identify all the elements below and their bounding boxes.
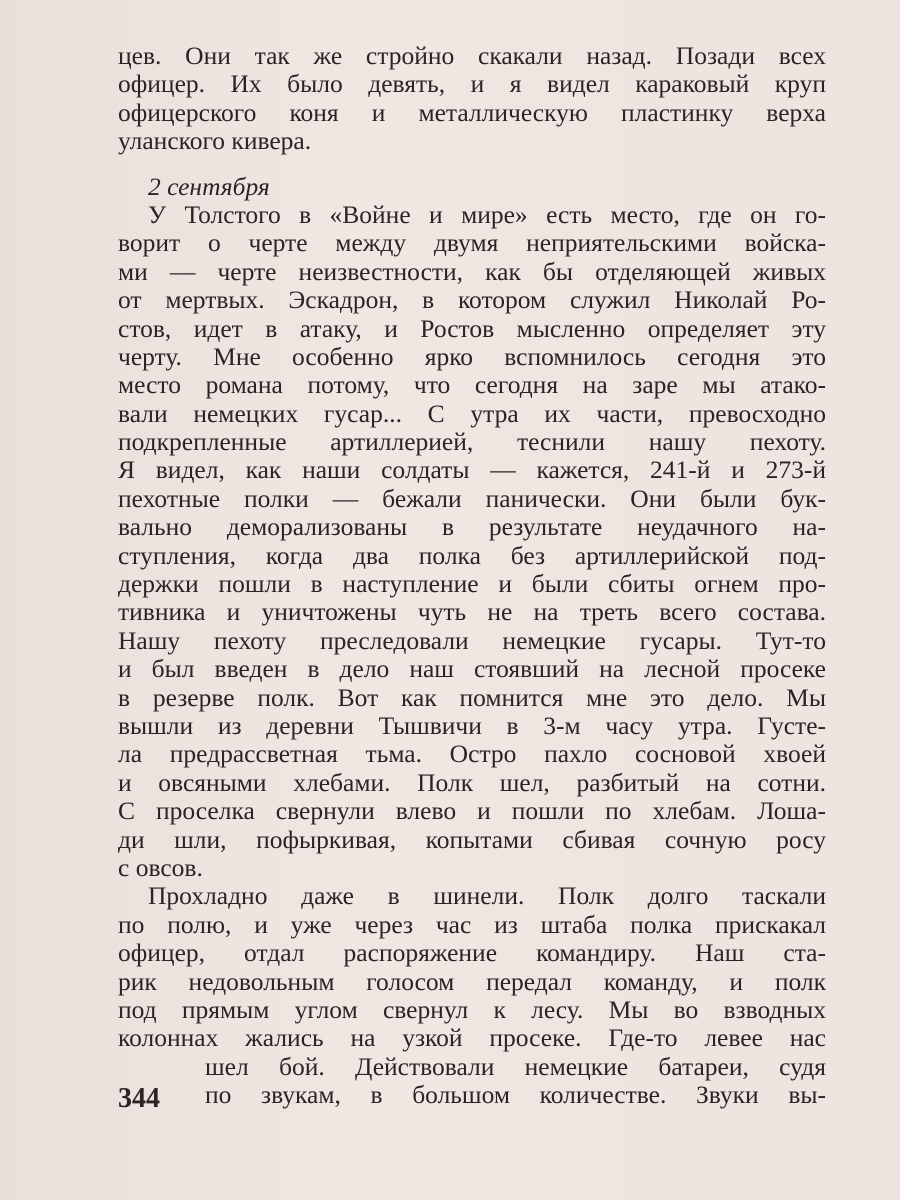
- text-line: ступления, когда два полка без артиллерийской под-: [118, 540, 826, 570]
- text-line: офицерского коня и металлическую пластинку верха: [118, 97, 826, 127]
- page-number: 344: [118, 1083, 160, 1114]
- text-line: черту. Мне особенно ярко вспомнилось сегодня это: [118, 341, 826, 371]
- text-line: вышли из деревни Тышвичи в 3-м часу утра. Густе-: [118, 710, 826, 740]
- text-line: место романа потому, что сегодня на заре мы атако-: [118, 370, 826, 400]
- text-line: шел бой. Действовали немецкие батареи, судя: [205, 1051, 826, 1081]
- text-line: офицер. Их было девять, и я видел караковый круп: [118, 69, 826, 99]
- text-line: С проселка свернули влево и пошли по хлебам. Лоша-: [118, 796, 826, 826]
- text-line: рик недовольным голосом передал команду, и полк: [118, 966, 826, 996]
- paragraph: [118, 201, 826, 882]
- text-line: по полю, и уже через час из штаба полка прискакал: [118, 909, 826, 939]
- text-line: стов, идет в атаку, и Ростов мысленно определяет эту: [118, 313, 826, 343]
- text-line: ла предрассветная тьма. Остро пахло сосновой хвоей: [118, 739, 826, 769]
- text-line: колоннах жались на узкой просеке. Где-то левее нас: [118, 1023, 826, 1053]
- text-line: тивника и уничтожены чуть не на треть всего состава.: [118, 597, 826, 627]
- text-line: держки пошли в наступление и были сбиты огнем про-: [118, 569, 826, 599]
- text-line: по звукам, в большом количестве. Звуки вы-: [205, 1080, 826, 1110]
- text-line: и был введен в дело наш стоявший на лесной просеке: [118, 654, 826, 684]
- text-line: ворит о черте между двумя неприятельскими войска-: [118, 228, 826, 258]
- text-line: ми — черте неизвестности, как бы отделяющей живых: [118, 256, 826, 286]
- text-line: Я видел, как наши солдаты — кажется, 241-й и 273-й: [118, 455, 826, 485]
- text-line: ди шли, пофыркивая, копытами сбивая сочную росу: [118, 824, 826, 854]
- text-line: от мертвых. Эскадрон, в котором служил Николай Ро-: [118, 285, 826, 315]
- text-line: цев. Они так же стройно скакали назад. Позади всех: [118, 41, 826, 70]
- text-line: пехотные полки — бежали панически. Они были бук-: [118, 483, 826, 513]
- text-line: Нашу пехоту преследовали немецкие гусары. Тут-то: [118, 625, 826, 655]
- diary-date-heading: 2 сентября: [148, 171, 270, 201]
- text-line: вали немецких гусар... С утра их части, превосходно: [118, 398, 826, 428]
- paragraph: [118, 42, 826, 156]
- text-line: подкрепленные артиллерией, теснили нашу пехоту.: [118, 427, 826, 457]
- text-line: в резерве полк. Вот как помнится мне это дело. Мы: [118, 682, 826, 712]
- text-line: офицер, отдал распоряжение командиру. Наш ста-: [118, 938, 826, 968]
- text-line: уланского кивера.: [118, 126, 312, 156]
- page-body-text: [118, 42, 826, 1109]
- text-line: под прямым углом свернул к лесу. Мы во взводных: [118, 994, 826, 1024]
- text-line: и овсяными хлебами. Полк шел, разбитый на сотни.: [118, 767, 826, 797]
- text-line: с овсов.: [118, 852, 203, 882]
- text-line: Прохладно даже в шинели. Полк долго таскали: [148, 881, 826, 911]
- text-line: У Толстого в «Войне и мире» есть место, где он го-: [148, 199, 826, 229]
- text-line: вально деморализованы в результате неудачного на-: [118, 512, 826, 542]
- paragraph: [118, 882, 826, 1109]
